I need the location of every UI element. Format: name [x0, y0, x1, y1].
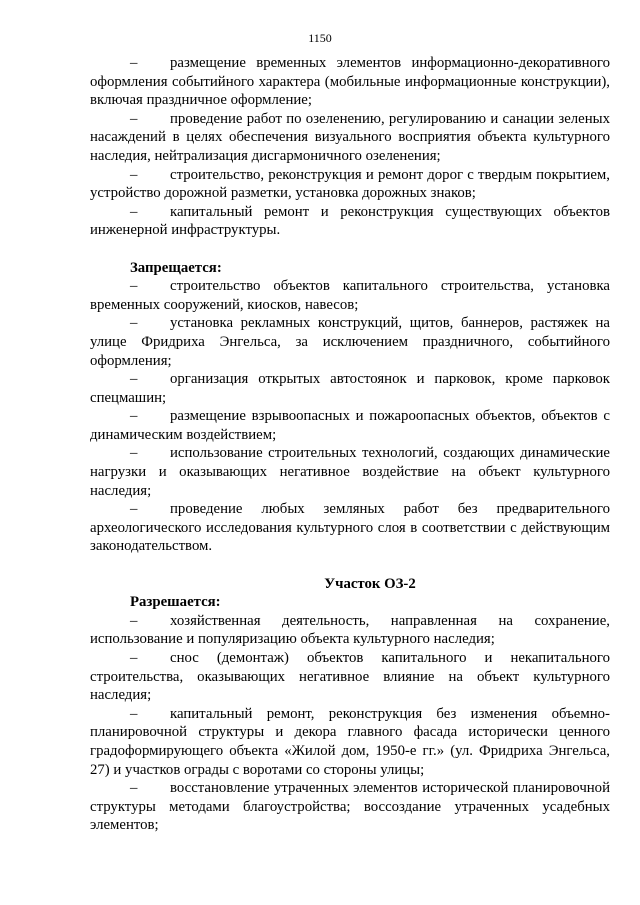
- list-dash: –: [130, 371, 138, 388]
- list-item: [90, 277, 610, 314]
- list-item-text: размещение временных элементов информационно-декоративного оформления событийного характера (мобильные информационные конструкции), включая праздничное оформление;: [90, 55, 610, 109]
- list-dash: –: [130, 612, 138, 629]
- list-dash: –: [130, 278, 138, 295]
- list-item: [90, 54, 610, 110]
- list-dash: –: [130, 501, 138, 518]
- list-dash: –: [130, 650, 138, 666]
- list-dash: –: [130, 445, 138, 462]
- list-item-text: проведение любых земляных работ без предварительного археологического исследования культурного слоя в соответствии с действующим законодательством.: [90, 501, 610, 555]
- list-item: [90, 166, 610, 203]
- list-dash: –: [130, 705, 138, 722]
- list-item: [90, 110, 610, 166]
- list-dash: –: [130, 55, 138, 71]
- list-dash: –: [130, 408, 138, 425]
- list-item-text: организация открытых автостоянок и парковок, кроме парковок спецмашин;: [90, 371, 610, 406]
- list-item-text: восстановление утраченных элементов исторической планировочной структуры методами благоустройства; воссоздание утраченных усадебных элементов;: [90, 780, 610, 834]
- page-number: 1150: [308, 31, 332, 45]
- list-item: [90, 314, 610, 370]
- list-item: [90, 444, 610, 500]
- list-item-text: строительство, реконструкция и ремонт дорог с твердым покрытием, устройство дорожной разметки, установка дорожных знаков;: [90, 166, 610, 202]
- list-dash: –: [130, 315, 138, 332]
- paragraph-gap: [90, 556, 610, 575]
- list-item-text: строительство объектов капитального строительства, установка временных сооружений, киосков, навесов;: [90, 278, 610, 313]
- list-dash: –: [130, 166, 138, 183]
- list-item: [90, 407, 610, 444]
- allowed-heading: Разрешается:: [130, 594, 221, 611]
- list-item-text: капитальный ремонт, реконструкция без изменения объемно-планировочной структуры и декора главного фасада исторически ценного градоформирующего объекта «Жилой дом, 1950-е гг.» (ул. Фридриха Энгельса, 27) и участков ограды с воротами со стороны улицы;: [90, 705, 610, 778]
- list-item: [90, 779, 610, 835]
- list-item: [90, 370, 610, 407]
- list-item-text: хозяйственная деятельность, направленная на сохранение, использование и популяризацию объекта культурного наследия;: [90, 612, 610, 648]
- list-item: [90, 500, 610, 556]
- paragraph-gap: [90, 240, 610, 259]
- prohibited-heading: Запрещается:: [130, 259, 222, 276]
- list-dash: –: [130, 110, 138, 127]
- list-item: [90, 203, 610, 240]
- section-title: Участок ОЗ-2: [324, 575, 416, 592]
- list-item-text: установка рекламных конструкций, щитов, баннеров, растяжек на улице Фридриха Энгельса, за исключением праздничного, событийного оформления;: [90, 315, 610, 369]
- list-dash: –: [130, 780, 138, 797]
- list-item: [90, 612, 610, 649]
- list-item-text: использование строительных технологий, создающих динамические нагрузки и оказывающих негативное воздействие на объект культурного наследия;: [90, 445, 610, 499]
- list-dash: –: [130, 203, 138, 220]
- list-item-text: капитальный ремонт и реконструкция существующих объектов инженерной инфраструктуры.: [90, 203, 610, 239]
- list-item-text: размещение взрывоопасных и пожароопасных объектов, объектов с динамическим воздействием;: [90, 408, 610, 443]
- list-item: [90, 649, 610, 705]
- list-item-text: проведение работ по озеленению, регулированию и санации зеленых насаждений в целях обеспечения визуального восприятия объекта культурного наследия, нейтрализация дисгармоничного озеленения;: [90, 110, 610, 164]
- list-item: [90, 705, 610, 779]
- list-item-text: снос (демонтаж) объектов капитального и некапитального строительства, оказывающих негативное влияние на объект культурного наследия;: [90, 650, 610, 704]
- document-body: [90, 54, 610, 835]
